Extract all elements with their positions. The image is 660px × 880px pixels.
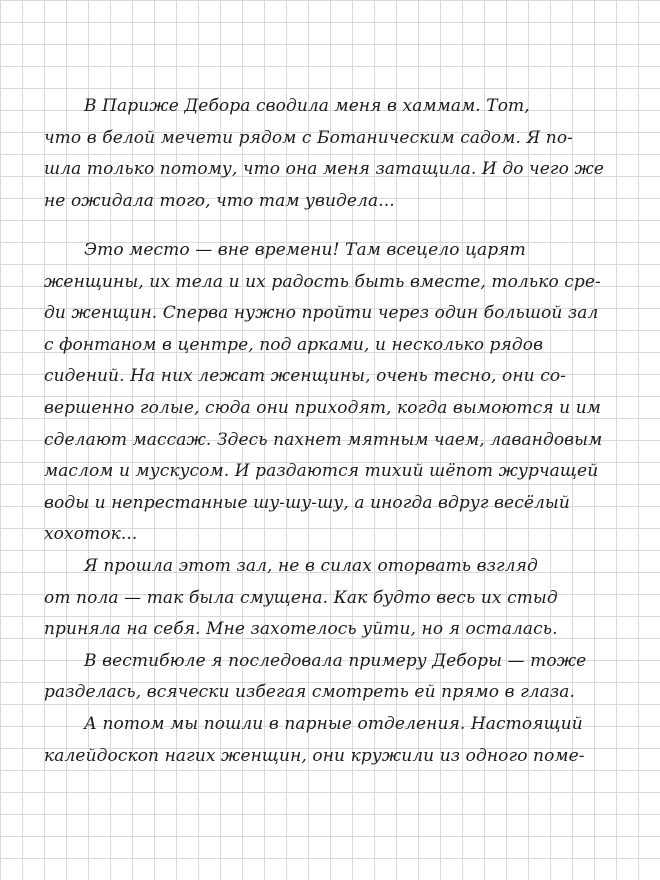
text-line: А потом мы пошли в парные отделения. Настоящий	[84, 713, 583, 734]
text-line: хохоток...	[44, 524, 138, 545]
paragraph-2	[44, 235, 604, 772]
text-line: женщины, их тела и их радость быть вместе, только сре-	[44, 271, 601, 292]
text-line: В вестибюле я последовала примеру Деборы — тоже	[84, 650, 587, 671]
paragraph-1	[44, 91, 604, 217]
text-line: В Париже Дебора сводила меня в хаммам. Тот,	[84, 96, 530, 116]
text-line: шла только потому, что она меня затащила. И до чего же	[44, 159, 604, 180]
text-line: разделась, всячески избегая смотреть ей прямо в глаза.	[44, 682, 576, 703]
text-line: воды и непрестанные шу-шу-шу, а иногда вдруг весёлый	[44, 492, 570, 513]
text-line: ди женщин. Сперва нужно пройти через один большой зал	[44, 303, 599, 324]
text-line: приняла на себя. Мне захотелось уйти, но я осталась.	[44, 619, 558, 640]
text-line: Я прошла этот зал, не в силах оторвать взгляд	[84, 555, 538, 576]
text-line: от пола — так была смущена. Как будто весь их стыд	[44, 587, 558, 608]
text-line: сидений. На них лежат женщины, очень тесно, они со-	[44, 366, 567, 387]
text-line: маслом и мускусом. И раздаются тихий шёпот журчащей	[44, 461, 599, 482]
text-line: что в белой мечети рядом с Ботаническим садом. Я по-	[44, 127, 574, 148]
text-line: сделают массаж. Здесь пахнет мятным чаем, лавандовым	[44, 429, 603, 450]
text-line: Это место — вне времени! Там всецело царят	[84, 240, 526, 260]
text-line: с фонтаном в центре, под арками, и несколько рядов	[44, 334, 544, 355]
text-line: вершенно голые, сюда они приходят, когда вымоются и им	[44, 397, 601, 418]
text-line: не ожидала того, что там увидела...	[44, 190, 395, 211]
text-line: калейдоскоп нагих женщин, они кружили из одного поме-	[44, 745, 585, 766]
